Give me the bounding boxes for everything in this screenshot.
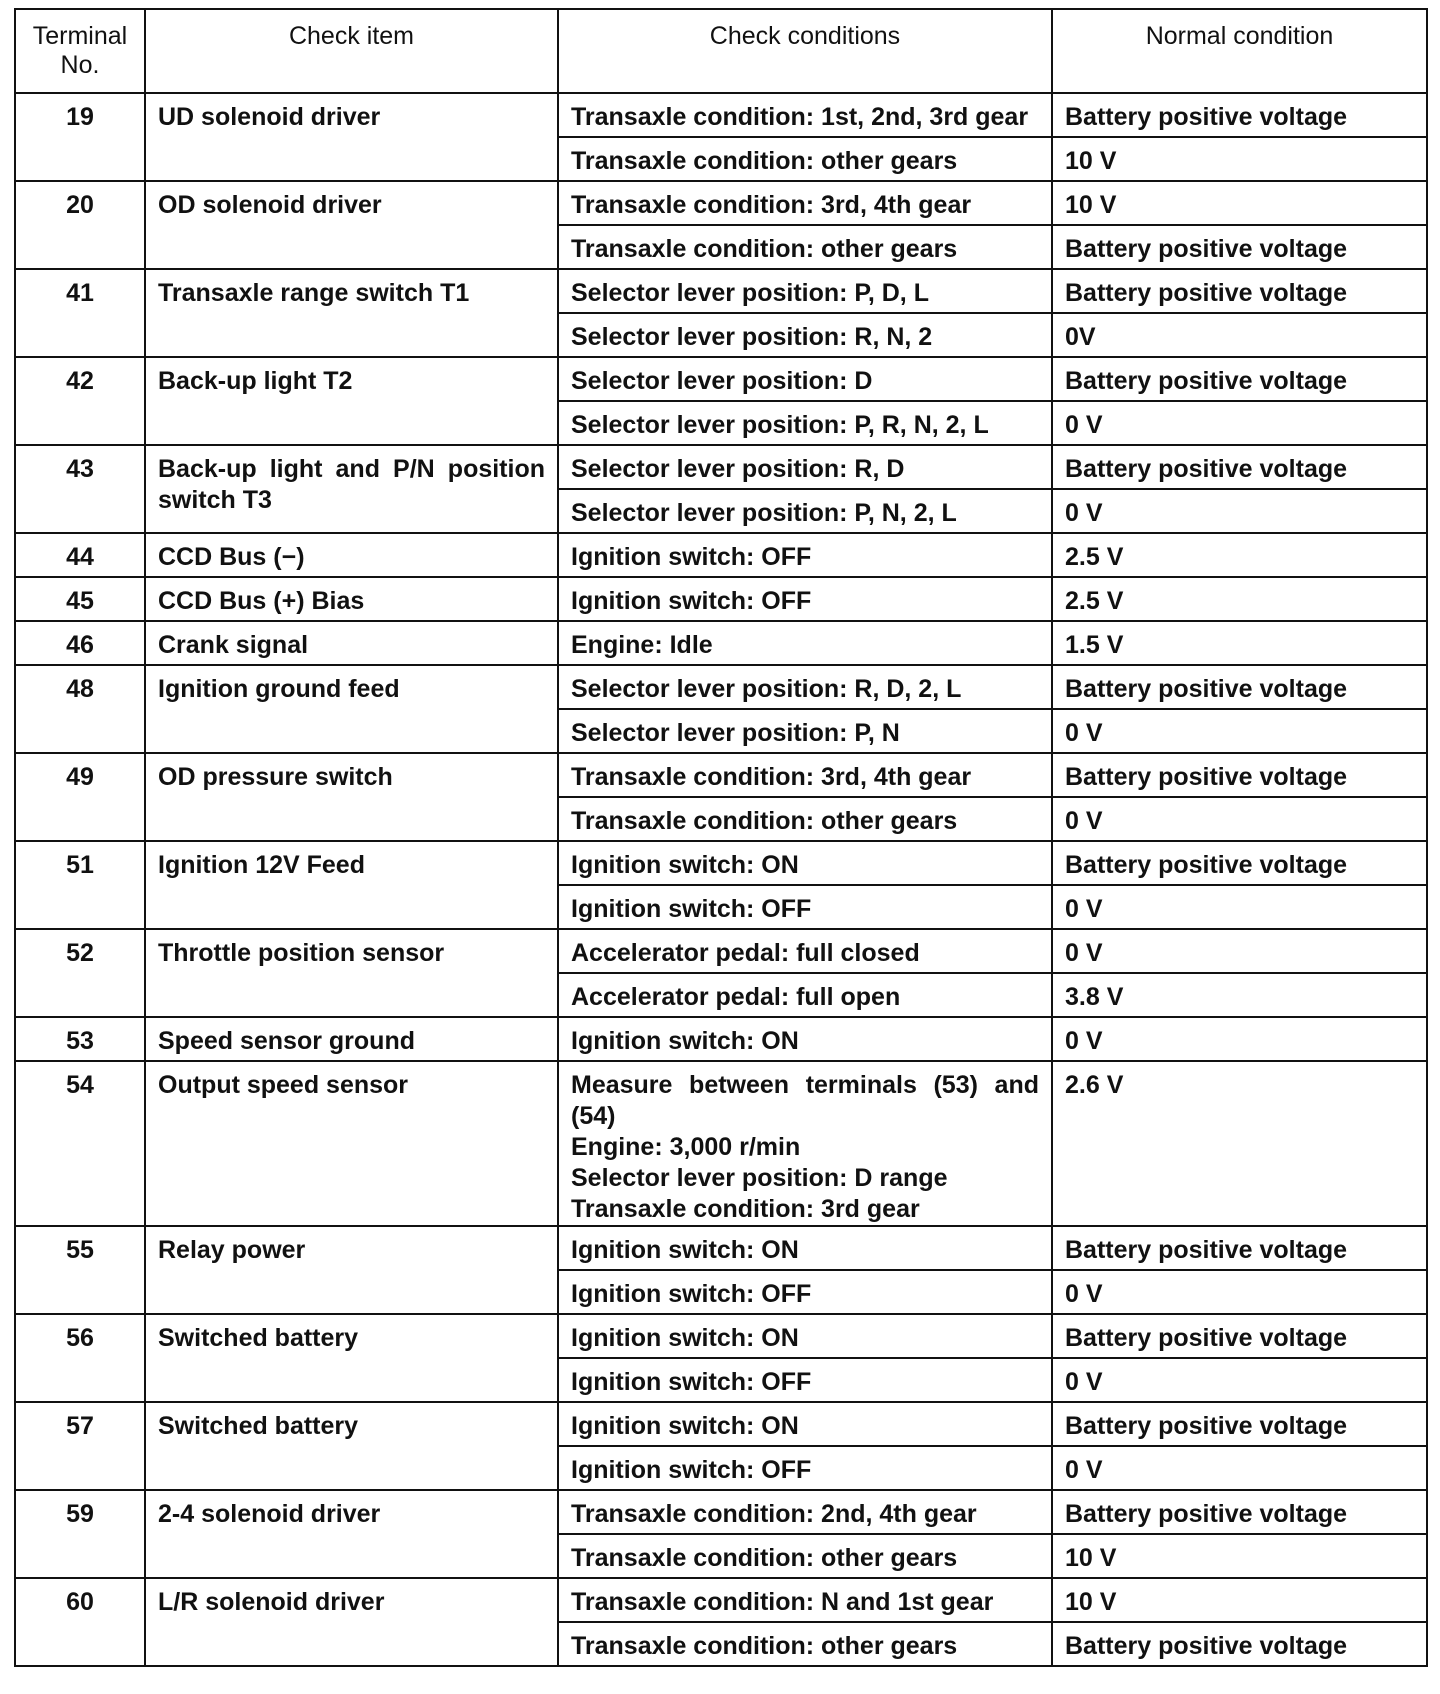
condition-line: Engine: 3,000 r/min (571, 1133, 801, 1161)
check-condition-cell: Transaxle condition: N and 1st gear (558, 1578, 1052, 1622)
table-row (15, 1226, 1427, 1270)
table-row (15, 929, 1427, 973)
check-item-cell: L/R solenoid driver (145, 1578, 558, 1666)
terminal-number-cell: 44 (15, 533, 145, 577)
normal-condition-cell: 0 V (1052, 489, 1427, 533)
normal-condition-cell: 10 V (1052, 1534, 1427, 1578)
check-condition-cell: Transaxle condition: other gears (558, 1534, 1052, 1578)
normal-condition-cell: 0 V (1052, 1270, 1427, 1314)
header-check-item: Check item (145, 9, 558, 93)
check-item-cell: Crank signal (145, 621, 558, 665)
check-condition-cell: Selector lever position: P, R, N, 2, L (558, 401, 1052, 445)
terminal-number-cell: 19 (15, 93, 145, 181)
header-normal-condition: Normal condition (1052, 9, 1427, 93)
normal-condition-cell: Battery positive voltage (1052, 841, 1427, 885)
table-row (15, 1061, 1427, 1226)
header-terminal-no (15, 9, 145, 93)
terminal-number-cell: 52 (15, 929, 145, 1017)
check-condition-cell: Selector lever position: R, D, 2, L (558, 665, 1052, 709)
condition-line: Measure between terminals (53) and (54) (571, 1071, 1039, 1130)
terminal-number-cell: 59 (15, 1490, 145, 1578)
condition-line: Transaxle condition: 3rd gear (571, 1195, 920, 1223)
check-condition-cell: Ignition switch: OFF (558, 533, 1052, 577)
check-item-cell: Throttle position sensor (145, 929, 558, 1017)
normal-condition-cell: Battery positive voltage (1052, 445, 1427, 489)
normal-condition-cell: Battery positive voltage (1052, 753, 1427, 797)
terminal-number-cell: 48 (15, 665, 145, 753)
check-condition-cell: Transaxle condition: other gears (558, 225, 1052, 269)
terminal-check-sheet (14, 8, 1426, 1667)
check-condition-cell: Transaxle condition: 3rd, 4th gear (558, 753, 1052, 797)
table-row (15, 621, 1427, 665)
table-row (15, 1490, 1427, 1534)
check-condition-cell: Ignition switch: ON (558, 1402, 1052, 1446)
terminal-number-cell: 57 (15, 1402, 145, 1490)
check-item-cell: OD pressure switch (145, 753, 558, 841)
table-row (15, 1578, 1427, 1622)
terminal-number-cell: 41 (15, 269, 145, 357)
normal-condition-cell: 1.5 V (1052, 621, 1427, 665)
normal-condition-cell: Battery positive voltage (1052, 269, 1427, 313)
check-condition-cell: Transaxle condition: other gears (558, 137, 1052, 181)
terminal-number-cell: 20 (15, 181, 145, 269)
check-condition-cell: Transaxle condition: 2nd, 4th gear (558, 1490, 1052, 1534)
check-item-cell: Speed sensor ground (145, 1017, 558, 1061)
table-row (15, 93, 1427, 137)
terminal-number-cell: 60 (15, 1578, 145, 1666)
table-body (15, 93, 1427, 1666)
normal-condition-cell: 0 V (1052, 401, 1427, 445)
check-item-cell: Relay power (145, 1226, 558, 1314)
normal-condition-cell: Battery positive voltage (1052, 1622, 1427, 1666)
check-condition-cell: Transaxle condition: 3rd, 4th gear (558, 181, 1052, 225)
normal-condition-cell: 10 V (1052, 181, 1427, 225)
check-condition-cell (558, 1061, 1052, 1226)
check-condition-cell: Accelerator pedal: full closed (558, 929, 1052, 973)
table-row (15, 1314, 1427, 1358)
normal-condition-cell: 10 V (1052, 1578, 1427, 1622)
check-condition-cell: Transaxle condition: other gears (558, 1622, 1052, 1666)
terminal-check-table (14, 8, 1428, 1667)
normal-condition-cell: 0 V (1052, 709, 1427, 753)
normal-condition-cell: Battery positive voltage (1052, 1490, 1427, 1534)
check-condition-cell: Selector lever position: P, N (558, 709, 1052, 753)
check-item-cell: CCD Bus (+) Bias (145, 577, 558, 621)
table-row (15, 533, 1427, 577)
normal-condition-cell: 0 V (1052, 1017, 1427, 1061)
check-item-cell: Ignition ground feed (145, 665, 558, 753)
terminal-number-cell: 54 (15, 1061, 145, 1226)
table-row (15, 753, 1427, 797)
terminal-number-cell: 49 (15, 753, 145, 841)
terminal-number-cell: 55 (15, 1226, 145, 1314)
check-condition-cell: Transaxle condition: other gears (558, 797, 1052, 841)
check-condition-cell: Ignition switch: OFF (558, 577, 1052, 621)
normal-condition-cell: Battery positive voltage (1052, 225, 1427, 269)
normal-condition-cell: Battery positive voltage (1052, 357, 1427, 401)
normal-condition-cell: 0 V (1052, 929, 1427, 973)
table-row (15, 577, 1427, 621)
check-condition-cell: Selector lever position: P, D, L (558, 269, 1052, 313)
table-row (15, 357, 1427, 401)
check-item-cell: Back-up light T2 (145, 357, 558, 445)
check-condition-cell: Ignition switch: OFF (558, 885, 1052, 929)
check-condition-cell: Ignition switch: ON (558, 1017, 1052, 1061)
normal-condition-cell: Battery positive voltage (1052, 93, 1427, 137)
normal-condition-cell: 0 V (1052, 1446, 1427, 1490)
check-condition-cell: Ignition switch: ON (558, 1226, 1052, 1270)
check-item-cell: Output speed sensor (145, 1061, 558, 1226)
normal-condition-cell: 2.5 V (1052, 577, 1427, 621)
normal-condition-cell: 0V (1052, 313, 1427, 357)
check-item-cell: 2-4 solenoid driver (145, 1490, 558, 1578)
table-row (15, 269, 1427, 313)
terminal-number-cell: 42 (15, 357, 145, 445)
terminal-number-cell: 43 (15, 445, 145, 533)
check-condition-cell: Engine: Idle (558, 621, 1052, 665)
check-condition-cell: Selector lever position: R, N, 2 (558, 313, 1052, 357)
normal-condition-cell: 2.6 V (1052, 1061, 1427, 1226)
check-condition-cell: Selector lever position: D (558, 357, 1052, 401)
check-condition-cell: Ignition switch: ON (558, 1314, 1052, 1358)
terminal-number-cell: 45 (15, 577, 145, 621)
condition-line: Selector lever position: D range (571, 1164, 948, 1192)
check-condition-cell: Ignition switch: ON (558, 841, 1052, 885)
check-condition-cell: Ignition switch: OFF (558, 1358, 1052, 1402)
header-check-conditions: Check conditions (558, 9, 1052, 93)
check-item-cell: CCD Bus (−) (145, 533, 558, 577)
check-condition-cell: Transaxle condition: 1st, 2nd, 3rd gear (558, 93, 1052, 137)
check-condition-cell: Ignition switch: OFF (558, 1270, 1052, 1314)
check-item-cell: OD solenoid driver (145, 181, 558, 269)
header-row (15, 9, 1427, 93)
check-item-cell: Transaxle range switch T1 (145, 269, 558, 357)
normal-condition-cell: 0 V (1052, 797, 1427, 841)
check-item-cell: Switched battery (145, 1314, 558, 1402)
check-condition-cell: Accelerator pedal: full open (558, 973, 1052, 1017)
normal-condition-cell: Battery positive voltage (1052, 1226, 1427, 1270)
normal-condition-cell: 0 V (1052, 885, 1427, 929)
normal-condition-cell: Battery positive voltage (1052, 665, 1427, 709)
table-row (15, 445, 1427, 489)
table-row (15, 841, 1427, 885)
check-condition-cell: Selector lever position: P, N, 2, L (558, 489, 1052, 533)
normal-condition-cell: 0 V (1052, 1358, 1427, 1402)
normal-condition-cell: Battery positive voltage (1052, 1402, 1427, 1446)
table-row (15, 1402, 1427, 1446)
check-item-cell: Back-up light and P/N position switch T3 (145, 445, 558, 533)
table-row (15, 665, 1427, 709)
terminal-number-cell: 51 (15, 841, 145, 929)
terminal-number-cell: 56 (15, 1314, 145, 1402)
normal-condition-cell: 2.5 V (1052, 533, 1427, 577)
normal-condition-cell: 3.8 V (1052, 973, 1427, 1017)
table-row (15, 1017, 1427, 1061)
header-terminal-line2: No. (60, 51, 100, 79)
table-row (15, 181, 1427, 225)
check-item-cell: Switched battery (145, 1402, 558, 1490)
check-item-cell: UD solenoid driver (145, 93, 558, 181)
check-condition-cell: Ignition switch: OFF (558, 1446, 1052, 1490)
terminal-number-cell: 46 (15, 621, 145, 665)
terminal-number-cell: 53 (15, 1017, 145, 1061)
normal-condition-cell: 10 V (1052, 137, 1427, 181)
normal-condition-cell: Battery positive voltage (1052, 1314, 1427, 1358)
check-item-cell: Ignition 12V Feed (145, 841, 558, 929)
header-terminal-line1: Terminal (32, 22, 128, 50)
check-condition-cell: Selector lever position: R, D (558, 445, 1052, 489)
